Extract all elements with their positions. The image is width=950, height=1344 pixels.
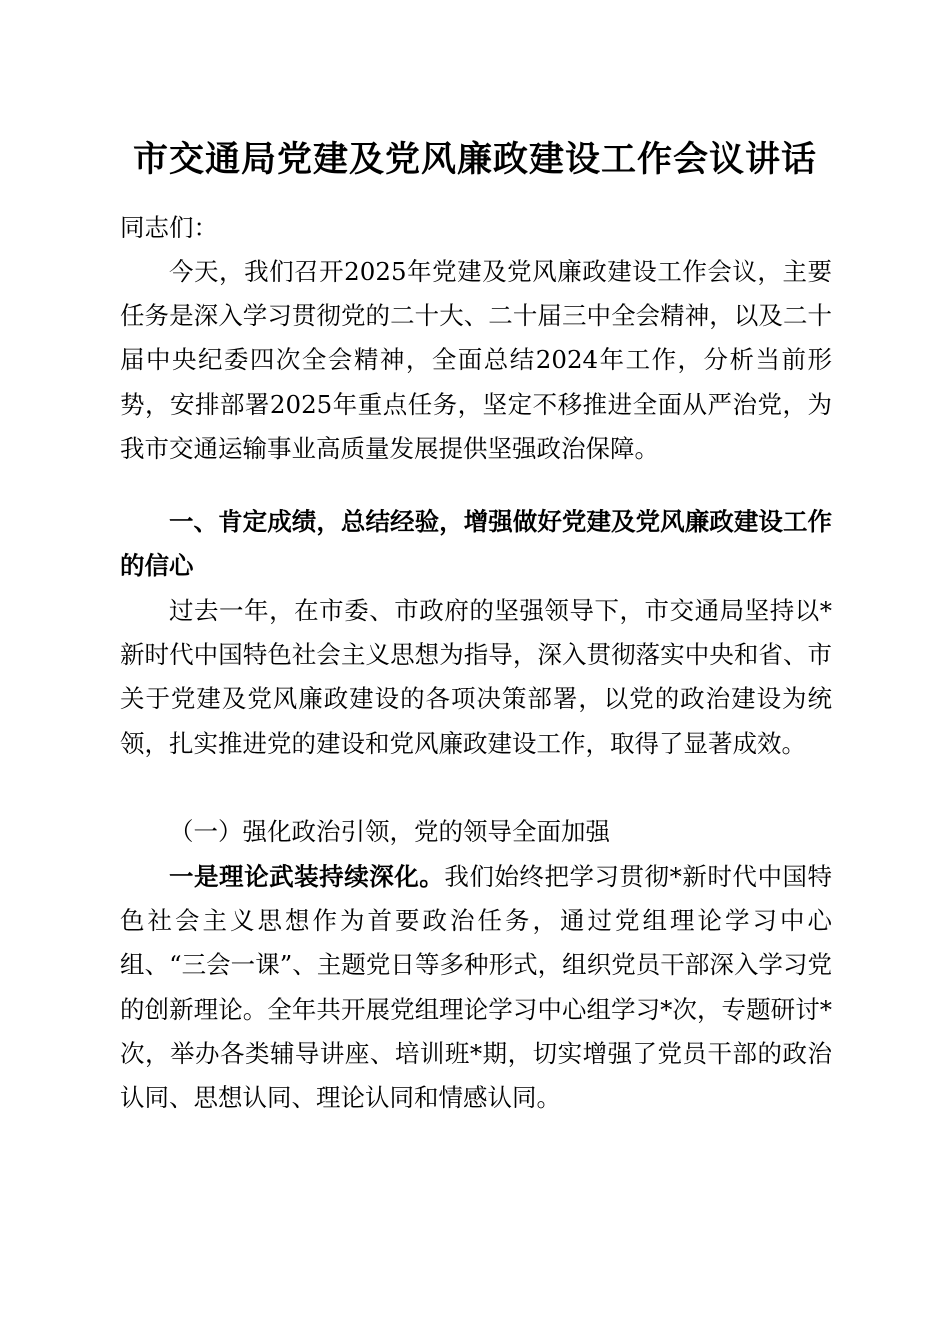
intro-paragraph: 今天，我们召开2025年党建及党风廉政建设工作会议，主要任务是深入学习贯彻党的二十大、二十届三中全会精神，以及二十届中央纪委四次全会精神，全面总结2024年工作，分析当前形势，安排部署2025年重点任务，坚定不移推进全面从严治党，为我市交通运输事业高质量发展提供坚强政治保障。 bbox=[120, 257, 832, 463]
section-1-paragraph: 过去一年，在市委、市政府的坚强领导下，市交通局坚持以*新时代中国特色社会主义思想为指导，深入贯彻落实中央和省、市关于党建及党风廉政建设的各项决策部署，以党的政治建设为统领，扎实推进党的建设和党风廉政建设工作，取得了显著成效。 bbox=[120, 596, 832, 758]
section-heading-1: 一、肯定成绩，总结经验，增强做好党建及党风廉政建设工作的信心 bbox=[120, 507, 832, 581]
subsection-heading-1: （一）强化政治引领，党的领导全面加强 bbox=[169, 817, 610, 846]
salutation: 同志们： bbox=[120, 213, 218, 242]
point-1-paragraph bbox=[120, 855, 832, 1120]
point-1-lead: 一是理论武装持续深化。 bbox=[169, 862, 445, 891]
document-title: 市交通局党建及党风廉政建设工作会议讲话 bbox=[132, 139, 817, 180]
point-1-text: 我们始终把学习贯彻*新时代中国特色社会主义思想作为首要政治任务，通过党组理论学习中心组、“三会一课”、主题党日等多种形式，组织党员干部深入学习党的创新理论。全年共开展党组理论学习中心组学习*次，专题研讨*次，举办各类辅导讲座、培训班*期，切实增强了党员干部的政治认同、思想认同、理论认同和情感认同。 bbox=[120, 862, 833, 1113]
